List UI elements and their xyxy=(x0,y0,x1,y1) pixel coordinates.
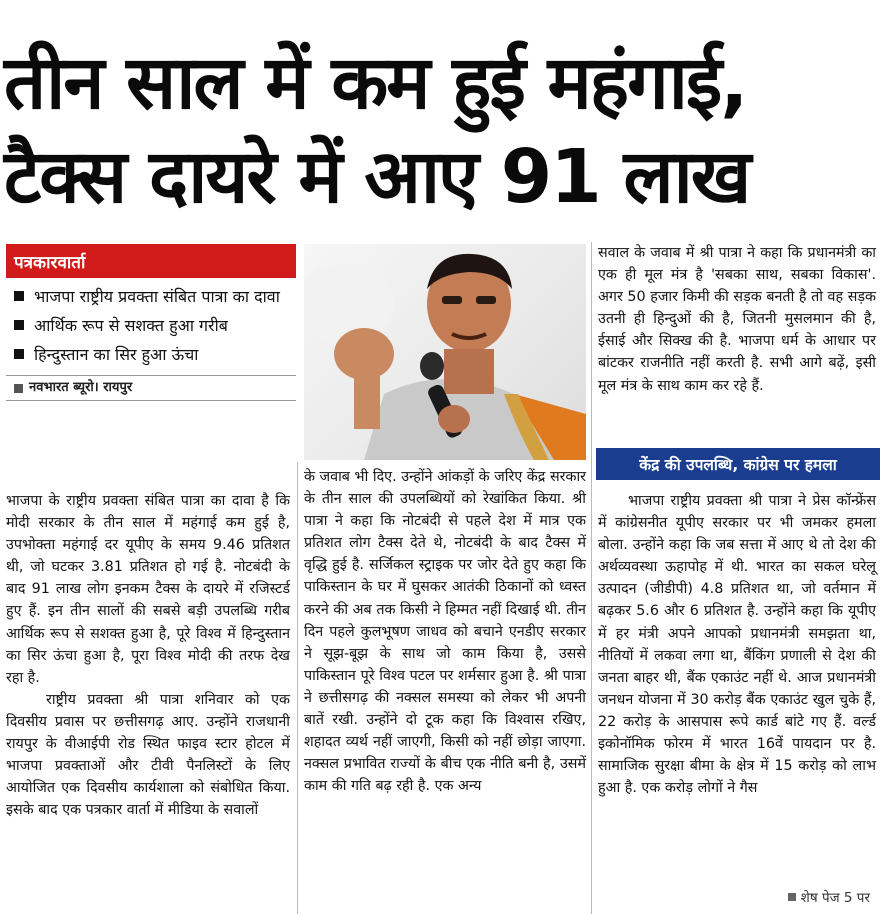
list-item-text: भाजपा राष्ट्रीय प्रवक्ता संबित पात्रा का दावा xyxy=(34,287,280,306)
subheading-text: केंद्र की उपलब्धि, कांग्रेस पर हमला xyxy=(639,456,837,474)
list-item-text: हिन्दुस्तान का सिर हुआ ऊंचा xyxy=(34,345,199,364)
list-item xyxy=(14,342,296,367)
column-divider xyxy=(591,242,592,914)
continued-note xyxy=(788,888,870,906)
bullet-icon xyxy=(788,893,796,901)
headline xyxy=(4,36,874,224)
bullet-icon xyxy=(14,384,23,393)
speaker-photo xyxy=(304,244,586,460)
list-item-text: आर्थिक रूप से सशक्त हुआ गरीब xyxy=(34,316,228,335)
paragraph: राष्ट्रीय प्रवक्ता श्री पात्रा शनिवार को एक दिवसीय प्रवास पर छत्तीसगढ़ आए. उन्होंने राजधानी रायपुर के वीआईपी रोड स्थित फाइव स्टार होटल में भाजपा प्रवक्ताओं और टीवी पैनलिस्टों के लिए आयोजित एक दिवसीय कार्यशाला को संबोधित किया. इसके बाद एक पत्रकार वार्ता में मीडिया के सवालों xyxy=(6,691,290,819)
section-tag-label: पत्रकारवार्ता xyxy=(14,250,91,273)
dateline-text: नवभारत ब्यूरो। रायपुर xyxy=(29,380,133,395)
headline-line-2: टैक्स दायरे में आए 91 लाख xyxy=(4,134,750,220)
paragraph: सवाल के जवाब में श्री पात्रा ने कहा कि प्रधानमंत्री का एक ही मूल मंत्र है 'सबका साथ, सबका विकास'. अगर 50 हजार किमी की सड़क बनती है तो वह सड़क उतनी ही हिन्दुओं की है, जितनी मुसलमान की है, ईसाई और सिक्ख की है. भाजपा धर्म के आधार पर बांटकर राजनीति नहीं करती है. सभी आगे बढ़ें, इसी मूल मंत्र के साथ काम कर रहे हैं. xyxy=(598,245,876,394)
dateline xyxy=(6,375,296,401)
column-divider xyxy=(297,462,298,914)
headline-line-1: तीन साल में कम हुई महंगाई, xyxy=(4,40,747,126)
article-column-1 xyxy=(6,490,290,821)
highlights-list xyxy=(6,278,296,367)
paragraph: भाजपा के राष्ट्रीय प्रवक्ता संबित पात्रा का दावा है कि मोदी सरकार के तीन साल में महंगाई कम हुई है, उपभोक्ता महंगाई दर यूपीए के समय 9.46 प्रतिशत थी, जो घटकर 3.81 प्रतिशत हो गई है. नोटबंदी के बाद 91 लाख लोग इनकम टैक्स के दायरे में रजिस्टर्ड हुए हैं. इन तीन सालों की सबसे बड़ी उपलब्धि गरीब आर्थिक रूप से सशक्त हुआ है, पूरे विश्व में हिन्दुस्तान का सिर ऊंचा हुआ है, पूरा विश्व मोदी की तरफ देख रहा है. xyxy=(6,493,290,686)
bullet-icon xyxy=(14,320,24,330)
article-column-3-bottom xyxy=(598,490,876,799)
highlights-box xyxy=(6,244,296,401)
speaker-photo-illustration xyxy=(304,244,586,460)
subheading xyxy=(596,448,880,480)
paragraph: भाजपा राष्ट्रीय प्रवक्ता श्री पात्रा ने प्रेस कॉन्फ्रेंस में कांग्रेसनीत यूपीए सरकार पर भी जमकर हमला बोला. उन्होंने कहा कि जब सत्ता में आए थे तो देश की अर्थव्यवस्था ऊहापोह में थी. भारत का सकल घरेलू उत्पादन (जीडीपी) 4.8 प्रतिशत था, जो वर्तमान में बढ़कर 5.6 और 6 प्रतिशत है. उन्होंने कहा कि यूपीए में हर मंत्री अपने आपको प्रधानमंत्री समझता था, नीतियों में लकवा लगा था, बैंकिंग प्रणाली से देश की जनता बाहर थी, बैंक एकाउंट नहीं थे. आज प्रधानमंत्री जनधन योजना में 30 करोड़ बैंक एकाउंट खुल चुके हैं, 22 करोड़ के आसपास रूपे कार्ड बांटे गए हैं. वर्ल्ड इकोनॉमिक फोरम में भारत 16वें पायदान पर है. सामाजिक सुरक्षा बीमा के क्षेत्र में 15 करोड़ को लाभ हुआ है. एक करोड़ लोगों ने गैस xyxy=(598,493,876,797)
article-column-2 xyxy=(304,466,586,797)
article-column-3-top xyxy=(598,242,876,397)
continued-text: शेष पेज 5 पर xyxy=(800,890,870,906)
bullet-icon xyxy=(14,349,24,359)
bullet-icon xyxy=(14,291,24,301)
paragraph: के जवाब भी दिए. उन्होंने आंकड़ों के जरिए केंद्र सरकार के तीन साल की उपलब्धियों को रेखांकित किया. श्री पात्रा ने कहा कि नोटबंदी से पहले देश में मात्र एक प्रतिशत लोग टैक्स देते थे, नोटबंदी के बाद टैक्स में वृद्धि हुई है. सर्जिकल स्ट्राइक पर जोर देते हुए कहा कि पाकिस्तान के घर में घुसकर आतंकी ठिकानों को ध्वस्त करने की अब तक किसी ने हिम्मत नहीं दिखाई थी. तीन दिन पहले कुलभूषण जाधव को बचाने एनडीए सरकार ने सूझ-बूझ के साथ जो काम किया है, उससे पाकिस्तान पूरे विश्व पटल पर शर्मसार हुआ है. श्री पात्रा ने छत्तीसगढ़ की नक्सल समस्या को लेकर भी अपनी बातें रखी. उन्होंने दो टूक कहा कि विश्वास रखिए, शहादत व्यर्थ नहीं जाएगी, किसी को नहीं छोड़ा जाएगा. नक्सल प्रभावित राज्यों के बीच एक नीति बनी है, उसमें काम की गति बढ़ रही है. एक अन्य xyxy=(304,469,586,795)
section-tag xyxy=(6,244,296,278)
list-item xyxy=(14,284,296,309)
list-item xyxy=(14,313,296,338)
